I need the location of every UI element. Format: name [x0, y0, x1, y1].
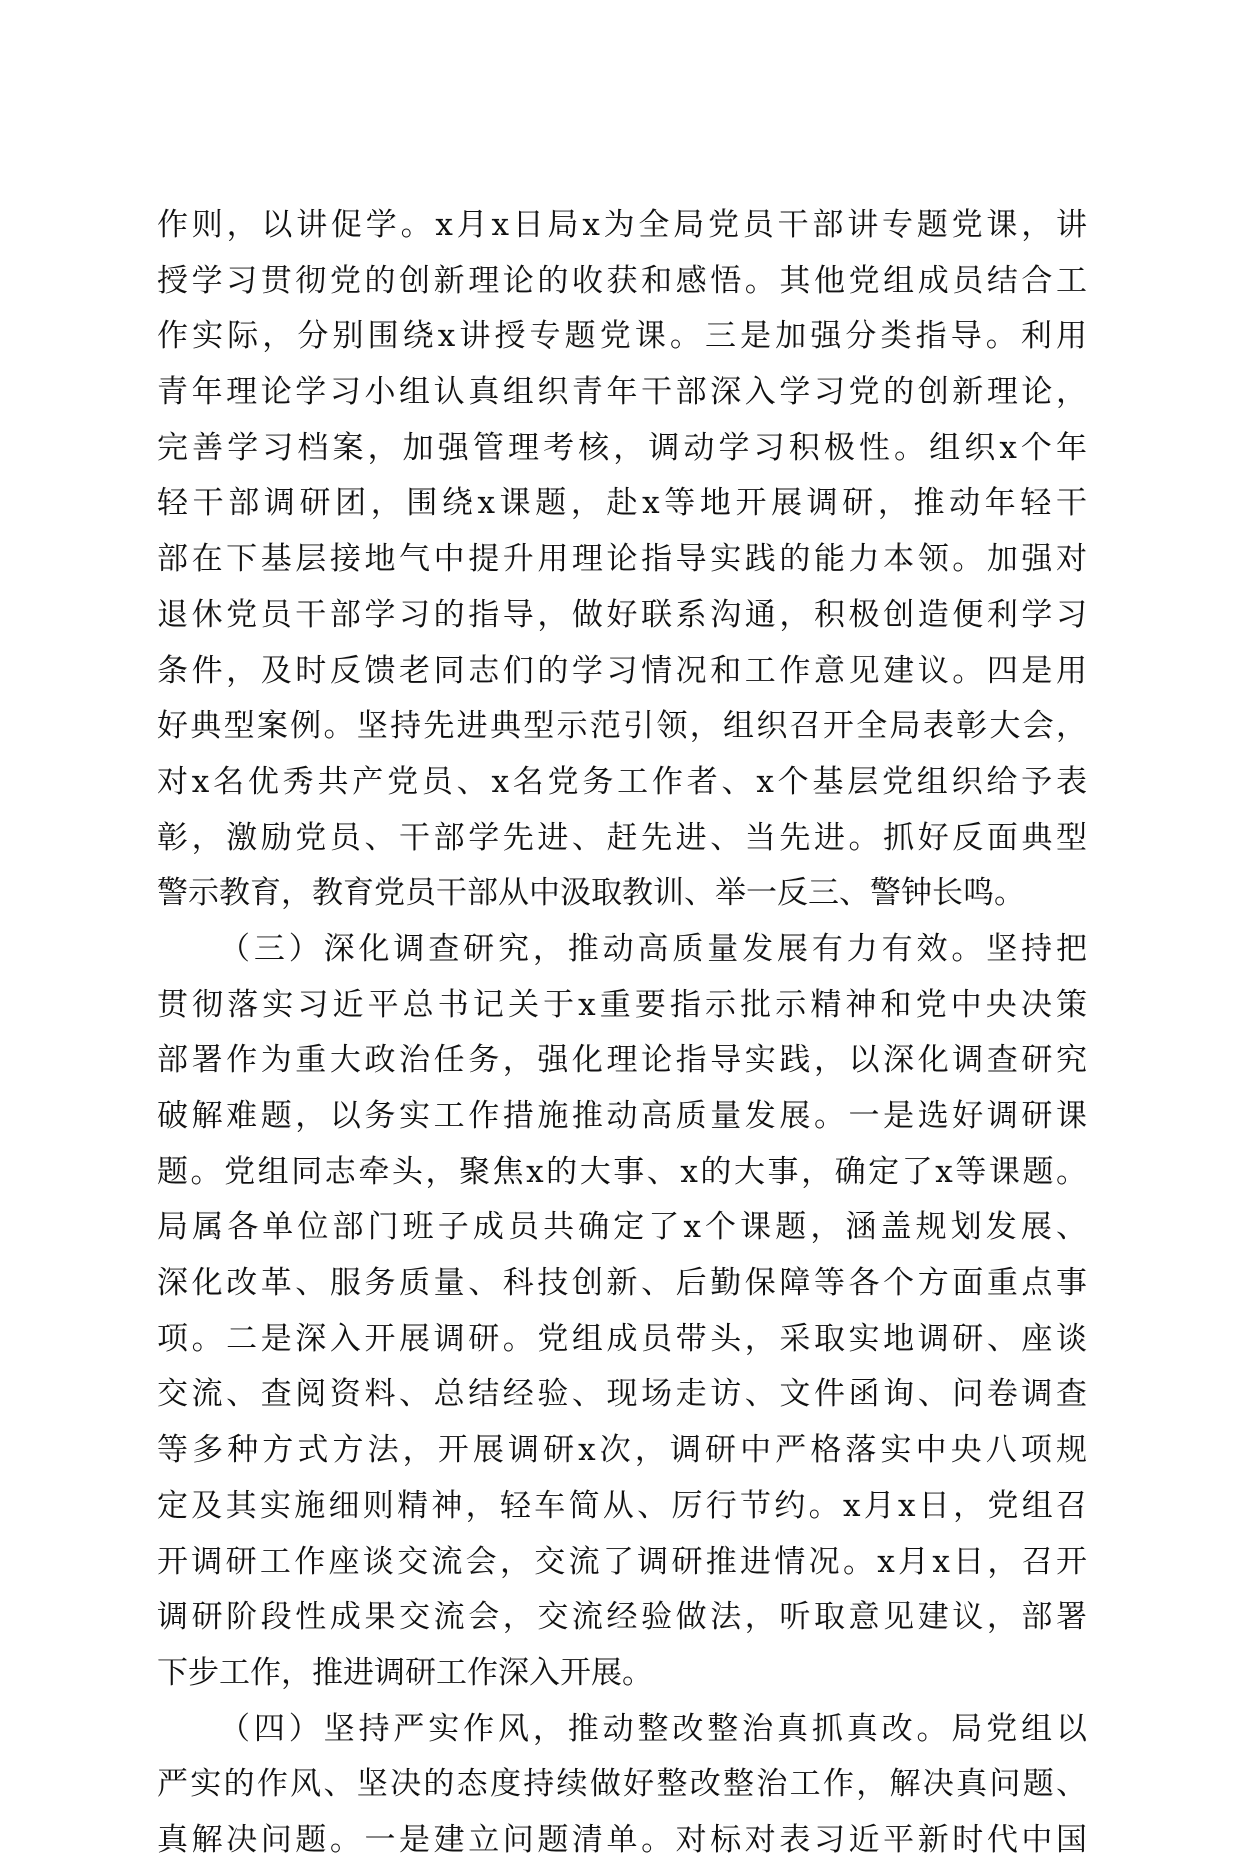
text-line: 条件，及时反馈老同志们的学习情况和工作意见建议。四是用: [157, 652, 1087, 689]
text-line: 深化改革、服务质量、科技创新、后勤保障等各个方面重点事: [157, 1265, 1087, 1302]
text-line: 对x名优秀共产党员、x名党务工作者、x个基层党组织给予表: [157, 763, 1087, 800]
text-line: 等多种方式方法，开展调研x次，调研中严格落实中央八项规: [157, 1432, 1087, 1469]
text-line: 交流、查阅资料、总结经验、现场走访、文件函询、问卷调查: [157, 1376, 1087, 1413]
text-line: 完善学习档案，加强管理考核，调动学习积极性。组织x个年: [157, 429, 1087, 466]
section-heading-line: （四）坚持严实作风，推动整改整治真抓真改。局党组以: [219, 1710, 1087, 1747]
text-line: 定及其实施细则精神，轻车简从、厉行节约。x月x日，党组召: [157, 1487, 1087, 1524]
text-line: 彰，激励党员、干部学先进、赶先进、当先进。抓好反面典型: [157, 819, 1087, 856]
text-line: 好典型案例。坚持先进典型示范引领，组织召开全局表彰大会，: [157, 708, 1087, 745]
text-line: 部在下基层接地气中提升用理论指导实践的能力本领。加强对: [157, 541, 1087, 578]
text-line: 警示教育，教育党员干部从中汲取教训、举一反三、警钟长鸣。: [157, 875, 1025, 912]
text-line: 开调研工作座谈交流会，交流了调研推进情况。x月x日，召开: [157, 1543, 1087, 1580]
text-line: 退休党员干部学习的指导，做好联系沟通，积极创造便利学习: [157, 596, 1087, 633]
text-line: 严实的作风、坚决的态度持续做好整改整治工作，解决真问题、: [157, 1766, 1087, 1803]
text-line: 青年理论学习小组认真组织青年干部深入学习党的创新理论，: [157, 374, 1087, 411]
text-line: 作实际，分别围绕x讲授专题党课。三是加强分类指导。利用: [157, 318, 1087, 355]
text-line: 真解决问题。一是建立问题清单。对标对表习近平新时代中国: [157, 1821, 1087, 1858]
text-line: 项。二是深入开展调研。党组成员带头，采取实地调研、座谈: [157, 1320, 1087, 1357]
text-line: 调研阶段性成果交流会，交流经验做法，听取意见建议，部署: [157, 1599, 1087, 1636]
section-heading-line: （三）深化调查研究，推动高质量发展有力有效。坚持把: [219, 930, 1087, 967]
text-line: 下步工作，推进调研工作深入开展。: [157, 1654, 653, 1691]
text-line: 轻干部调研团，围绕x课题，赴x等地开展调研，推动年轻干: [157, 485, 1087, 522]
text-line: 作则，以讲促学。x月x日局x为全局党员干部讲专题党课，讲: [157, 207, 1087, 243]
text-line: 局属各单位部门班子成员共确定了x个课题，涵盖规划发展、: [157, 1209, 1087, 1246]
text-line: 贯彻落实习近平总书记关于x重要指示批示精神和党中央决策: [157, 986, 1087, 1023]
text-line: 部署作为重大政治任务，强化理论指导实践，以深化调查研究: [157, 1042, 1087, 1079]
text-line: 破解难题，以务实工作措施推动高质量发展。一是选好调研课: [157, 1098, 1087, 1134]
text-line: 授学习贯彻党的创新理论的收获和感悟。其他党组成员结合工: [157, 262, 1087, 299]
body-text: [157, 198, 1087, 1869]
text-line: 题。党组同志牵头，聚焦x的大事、x的大事，确定了x等课题。: [157, 1153, 1087, 1190]
